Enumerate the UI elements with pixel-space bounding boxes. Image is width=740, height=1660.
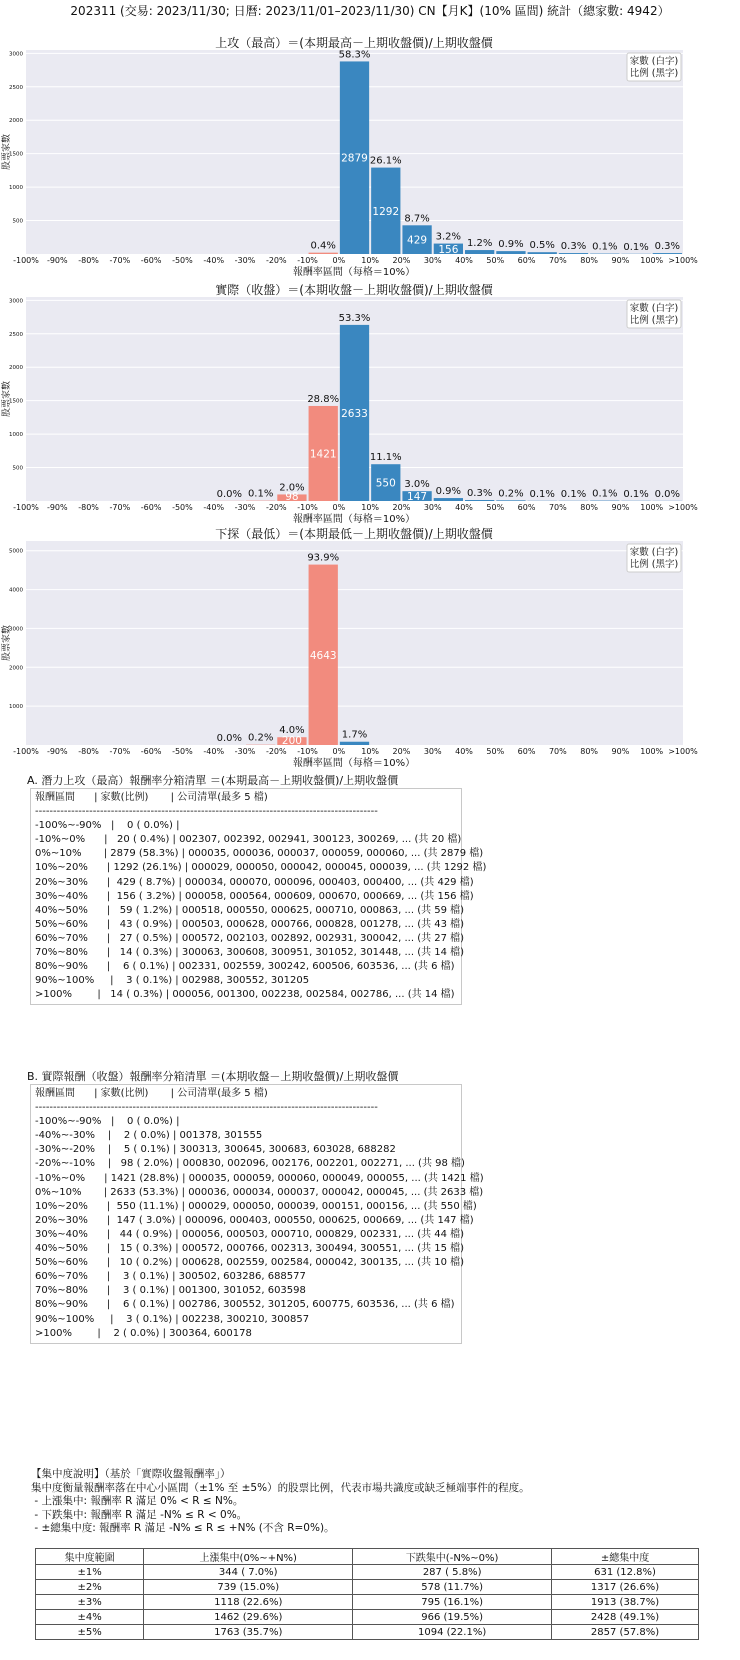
table-cell: 2857 (57.8%) (552, 1625, 699, 1640)
table-cell: 1763 (35.7%) (144, 1625, 353, 1640)
legend-entry: 比例 (黑字) (629, 559, 679, 570)
pct-label: 1.7% (341, 729, 368, 741)
list-line: 80%~90% | 6 ( 0.1%) | 002786, 300552, 301205, 600775, 603536, ... (共 6 檔) (35, 1299, 455, 1311)
table-cell: ±1% (36, 1565, 144, 1580)
concentration-table (35, 1548, 699, 1640)
x-tick-label: -60% (140, 747, 162, 756)
table-row (36, 1580, 699, 1595)
list-line: 10%~20% | 550 (11.1%) | 000029, 000050, 000039, 000151, 000156, ... (共 550 檔) (35, 1200, 477, 1212)
pct-label: 3.2% (435, 231, 462, 243)
list-line: 90%~100% | 3 ( 0.1%) | 002238, 300210, 300857 (35, 1313, 310, 1325)
x-tick-label: 30% (423, 256, 442, 265)
list-a-box (30, 788, 487, 1005)
x-tick-label: 20% (392, 747, 411, 756)
concentration-note-line: 【集中度說明】（基於「實際收盤報酬率」） (31, 1468, 231, 1480)
pct-label: 0.0% (216, 488, 243, 500)
y-tick-label: 500 (12, 465, 23, 472)
x-tick-label: -30% (234, 747, 256, 756)
list-line: 50%~60% | 43 ( 0.9%) | 000503, 000628, 000766, 000828, 001278, ... (共 43 檔) (35, 918, 465, 930)
x-tick-label: 10% (361, 747, 380, 756)
x-tick-label: -90% (46, 256, 68, 265)
x-tick-label: 100% (640, 503, 664, 512)
y-tick-label: 500 (12, 218, 23, 225)
legend-entry: 比例 (黑字) (629, 68, 679, 79)
x-tick-label: 80% (580, 747, 599, 756)
x-tick-label: -20% (265, 256, 287, 265)
x-tick-label: 90% (611, 256, 630, 265)
x-tick-label: 60% (517, 256, 536, 265)
concentration-notes (31, 1468, 711, 1536)
legend-box (627, 544, 681, 572)
list-line: -10%~0% | 1421 (28.8%) | 000035, 000059, 000060, 000049, 000055, ... (共 1421 檔) (35, 1172, 484, 1184)
pct-label: 26.1% (369, 155, 402, 167)
concentration-note-line: - ±總集中度: 報酬率 R 滿足 -N% ≤ R ≤ +N% (不含 R=0%)。 (31, 1522, 335, 1534)
x-tick-label: 30% (423, 747, 442, 756)
x-tick-label: 80% (580, 503, 599, 512)
y-tick-label: 1500 (9, 151, 23, 158)
count-label: 2633 (341, 407, 368, 420)
table-row (36, 1625, 699, 1640)
x-tick-label: 80% (580, 256, 599, 265)
bar (559, 253, 588, 254)
x-tick-label: 20% (392, 256, 411, 265)
count-label: 1421 (309, 448, 337, 461)
table-header-cell: ±總集中度 (552, 1549, 699, 1565)
bar (434, 498, 463, 501)
list-line: 20%~30% | 429 ( 8.7%) | 000034, 000070, 000096, 000403, 000400, ... (共 429 檔) (35, 876, 474, 888)
list-line: 30%~40% | 156 ( 3.2%) | 000058, 000564, 000609, 000670, 000669, ... (共 156 檔) (35, 890, 474, 902)
list-line: >100% | 2 ( 0.0%) | 300364, 600178 (35, 1327, 252, 1339)
list-line: 90%~100% | 3 ( 0.1%) | 002988, 300552, 301205 (35, 975, 310, 987)
x-tick-label: -40% (203, 256, 225, 265)
x-tick-label: -60% (140, 503, 162, 512)
list-line: 50%~60% | 10 ( 0.2%) | 000628, 002559, 002584, 000042, 300135, ... (共 10 檔) (35, 1257, 465, 1269)
pct-label: 53.3% (338, 312, 371, 324)
table-cell: ±2% (36, 1580, 144, 1595)
x-axis-label: 報酬率區間（每格＝10%） (292, 267, 416, 278)
table-cell: 344 ( 7.0%) (144, 1565, 353, 1580)
legend-entry: 家數 (白字) (629, 547, 679, 558)
x-tick-label: -10% (297, 256, 318, 265)
x-tick-label: 10% (361, 503, 380, 512)
count-label: 2879 (341, 152, 368, 165)
list-a-heading: A. 潛力上攻（最高）報酬率分箱清單 ＝(本期最高－上期收盤價)/上期收盤價 (27, 774, 399, 787)
list-line: 報酬區間 | 家數(比例) | 公司清單(最多 5 檔) (35, 1088, 268, 1099)
pct-label: 0.1% (560, 488, 587, 500)
list-line: 報酬區間 | 家數(比例) | 公司清單(最多 5 檔) (35, 792, 268, 803)
x-tick-label: 70% (548, 256, 567, 265)
list-line: -100%~-90% | 0 ( 0.0%) | (35, 820, 180, 832)
list-line: 0%~10% | 2879 (58.3%) | 000035, 000036, 000037, 000059, 000060, ... (共 2879 檔) (35, 848, 484, 860)
x-tick-label: -40% (203, 747, 225, 756)
legend-box (627, 300, 681, 328)
pct-label: 0.3% (654, 241, 681, 253)
x-tick-label: 70% (548, 747, 567, 756)
list-line: -10%~0% | 20 ( 0.4%) | 002307, 002392, 002941, 300123, 300269, ... (共 20 檔) (35, 834, 462, 846)
x-tick-label: -30% (234, 503, 256, 512)
table-cell: 739 (15.0%) (144, 1580, 353, 1595)
concentration-note-line: 集中度衡量報酬率落在中心小區間（±1% 至 ±5%）的股票比例，代表市場共識度或缺乏極端事件的程度。 (31, 1481, 530, 1494)
pct-label: 0.1% (529, 488, 555, 500)
count-label: 550 (375, 477, 396, 490)
pct-label: 0.9% (498, 239, 524, 251)
pct-label: 93.9% (307, 552, 340, 564)
table-row (36, 1565, 699, 1580)
pct-label: 8.7% (404, 213, 430, 225)
table-cell: ±3% (36, 1595, 144, 1610)
chart-title: 實際（收盤）＝(本期收盤－上期收盤價)/上期收盤價 (215, 283, 493, 297)
x-tick-label: -100% (13, 503, 39, 512)
x-axis-label: 報酬率區間（每格＝10%） (292, 514, 416, 525)
table-cell: 2428 (49.1%) (552, 1610, 699, 1625)
pct-label: 0.3% (560, 241, 587, 253)
x-tick-label: >100% (668, 503, 698, 512)
x-tick-label: 100% (640, 256, 664, 265)
x-tick-label: 30% (423, 503, 442, 512)
x-tick-label: -10% (297, 503, 318, 512)
table-row (36, 1610, 699, 1625)
upside-chart (0, 36, 740, 298)
table-cell: 1094 (22.1%) (353, 1625, 552, 1640)
x-tick-label: -20% (265, 503, 287, 512)
x-tick-label: 70% (548, 503, 567, 512)
pct-label: 58.3% (338, 49, 371, 61)
y-tick-label: 3000 (9, 51, 23, 58)
x-tick-label: 100% (640, 747, 664, 756)
list-line: >100% | 14 ( 0.3%) | 000056, 001300, 002238, 002584, 002786, ... (共 14 檔) (35, 989, 455, 1001)
x-tick-label: 50% (486, 503, 505, 512)
bar (653, 253, 682, 254)
list-line: -100%~-90% | 0 ( 0.0%) | (35, 1116, 180, 1128)
pct-label: 0.1% (623, 488, 649, 500)
y-tick-label: 1500 (9, 398, 23, 405)
bar (496, 500, 525, 501)
plot-area (26, 541, 683, 745)
pct-label: 0.1% (247, 488, 274, 500)
x-tick-label: -80% (78, 747, 99, 756)
pct-label: 0.0% (654, 488, 681, 500)
y-axis-label: 股票家數 (2, 624, 12, 662)
table-header-cell: 集中度範圍 (36, 1549, 144, 1565)
list-line: -30%~-20% | 5 ( 0.1%) | 300313, 300645, 300683, 603028, 688282 (35, 1144, 396, 1156)
list-line: 70%~80% | 3 ( 0.1%) | 001300, 301052, 603598 (35, 1285, 306, 1297)
count-label: 4643 (309, 649, 337, 662)
y-tick-label: 2000 (9, 665, 23, 672)
table-cell: 1913 (38.7%) (552, 1595, 699, 1610)
pct-label: 11.1% (369, 452, 402, 464)
y-axis-label: 股票家數 (2, 133, 12, 171)
list-line: 30%~40% | 44 ( 0.9%) | 000056, 000503, 000710, 000829, 002331, ... (共 44 檔) (35, 1228, 465, 1240)
x-tick-label: -50% (172, 256, 193, 265)
list-line: 70%~80% | 14 ( 0.3%) | 300063, 300608, 300951, 301052, 301448, ... (共 14 檔) (35, 947, 465, 959)
pct-label: 0.2% (247, 732, 274, 744)
y-tick-label: 2000 (9, 118, 23, 125)
list-line: 0%~10% | 2633 (53.3%) | 000036, 000034, 000037, 000042, 000045, ... (共 2633 檔) (35, 1186, 484, 1198)
x-tick-label: 60% (517, 503, 536, 512)
bar (465, 500, 494, 501)
y-tick-label: 3000 (9, 626, 23, 633)
x-tick-label: 40% (455, 747, 473, 756)
bar (528, 252, 557, 254)
x-tick-label: -20% (265, 747, 287, 756)
pct-label: 1.2% (466, 238, 493, 250)
count-label: 429 (407, 234, 428, 247)
legend-entry: 比例 (黑字) (629, 315, 679, 326)
downside-chart (0, 527, 740, 789)
pct-label: 2.0% (279, 482, 305, 494)
x-tick-label: -80% (78, 256, 99, 265)
table-cell: 795 (16.1%) (353, 1595, 552, 1610)
x-tick-label: 20% (392, 503, 411, 512)
concentration-table-header (36, 1549, 699, 1565)
table-cell: 1317 (26.6%) (552, 1580, 699, 1595)
x-tick-label: 0% (332, 503, 346, 512)
pct-label: 0.1% (623, 241, 649, 253)
list-line: -40%~-30% | 2 ( 0.0%) | 001378, 301555 (35, 1130, 263, 1142)
x-tick-label: 90% (611, 747, 630, 756)
table-cell: 966 (19.5%) (353, 1610, 552, 1625)
bar (465, 250, 494, 254)
y-tick-label: 1000 (9, 432, 23, 439)
chart-title: 上攻（最高）＝(本期最高－上期收盤價)/上期收盤價 (215, 36, 493, 50)
x-tick-label: 40% (455, 256, 473, 265)
close-return-chart (0, 283, 740, 545)
pct-label: 0.4% (310, 240, 336, 252)
x-tick-label: -90% (46, 503, 68, 512)
x-tick-label: 60% (517, 747, 536, 756)
x-tick-label: -60% (140, 256, 162, 265)
pct-label: 0.3% (466, 487, 493, 499)
x-tick-label: -50% (172, 747, 193, 756)
concentration-note-line: - 上漲集中: 報酬率 R 滿足 0% < R ≤ N%。 (31, 1495, 244, 1507)
y-axis-label: 股票家數 (2, 380, 12, 418)
x-tick-label: -10% (297, 747, 318, 756)
pct-label: 4.0% (279, 725, 305, 737)
list-b-heading: B. 實際報酬（收盤）報酬率分箱清單 ＝(本期收盤－上期收盤價)/上期收盤價 (27, 1070, 399, 1083)
table-header-cell: 上漲集中(0%~+N%) (144, 1549, 353, 1565)
chart-title: 下探（最低）＝(本期最低－上期收盤價)/上期收盤價 (215, 527, 493, 541)
x-tick-label: >100% (668, 747, 698, 756)
y-tick-label: 1000 (9, 185, 23, 192)
x-tick-label: 0% (332, 747, 346, 756)
pct-label: 0.1% (592, 488, 618, 500)
y-tick-label: 3000 (9, 298, 23, 305)
x-tick-label: 50% (486, 747, 505, 756)
count-label: 156 (438, 244, 459, 256)
x-tick-label: 90% (611, 503, 630, 512)
legend-entry: 家數 (白字) (629, 56, 679, 67)
table-cell: ±5% (36, 1625, 144, 1640)
list-line: 60%~70% | 3 ( 0.1%) | 300502, 603286, 688577 (35, 1271, 306, 1283)
bar (340, 742, 369, 745)
pct-label: 0.1% (592, 241, 618, 253)
pct-label: 0.2% (498, 488, 524, 500)
x-tick-label: 0% (332, 256, 346, 265)
x-tick-label: -30% (234, 256, 256, 265)
list-line: 80%~90% | 6 ( 0.1%) | 002331, 002559, 300242, 600506, 603536, ... (共 6 檔) (35, 961, 455, 973)
table-cell: 1118 (22.6%) (144, 1595, 353, 1610)
pct-label: 0.0% (216, 733, 243, 744)
table-header-cell: 下跌集中(-N%~0%) (353, 1549, 552, 1565)
x-tick-label: -50% (172, 503, 193, 512)
y-tick-label: 2500 (9, 331, 23, 338)
x-tick-label: -70% (109, 256, 131, 265)
list-line: ----------------------------------------------------------------------------------------------- (35, 1102, 378, 1114)
pct-label: 0.5% (529, 240, 555, 252)
table-cell: 631 (12.8%) (552, 1565, 699, 1580)
page-title: 202311 (交易: 2023/11/30; 日曆: 2023/11/01–2023/11/30) CN【月K】(10% 區間) 統計（總家數: 4942） (70, 4, 670, 18)
pct-label: 3.0% (404, 479, 430, 491)
y-tick-label: 2500 (9, 84, 23, 91)
count-label: 98 (285, 491, 299, 503)
x-tick-label: -100% (13, 256, 39, 265)
count-label: 1292 (372, 205, 400, 218)
x-tick-label: 10% (361, 256, 380, 265)
list-line: ----------------------------------------------------------------------------------------------- (35, 806, 378, 818)
table-cell: 287 ( 5.8%) (353, 1565, 552, 1580)
count-label: 147 (407, 491, 428, 503)
x-tick-label: -90% (46, 747, 68, 756)
list-line: 40%~50% | 15 ( 0.3%) | 000572, 000766, 002313, 300494, 300551, ... (共 15 檔) (35, 1243, 465, 1255)
list-b-box (30, 1084, 484, 1344)
pct-label: 0.9% (435, 486, 462, 498)
x-tick-label: 40% (455, 503, 473, 512)
table-cell: 1462 (29.6%) (144, 1610, 353, 1625)
x-tick-label: -40% (203, 503, 225, 512)
bar (496, 251, 525, 254)
x-tick-label: -80% (78, 503, 99, 512)
x-axis-label: 報酬率區間（每格＝10%） (292, 758, 416, 769)
y-tick-label: 1000 (9, 704, 23, 711)
x-tick-label: -100% (13, 747, 39, 756)
x-tick-label: >100% (668, 256, 698, 265)
table-cell: ±4% (36, 1610, 144, 1625)
list-line: 40%~50% | 59 ( 1.2%) | 000518, 000550, 000625, 000710, 000863, ... (共 59 檔) (35, 904, 465, 916)
y-tick-label: 4000 (9, 587, 23, 594)
table-cell: 578 (11.7%) (353, 1580, 552, 1595)
legend-box (627, 53, 681, 81)
x-tick-label: 50% (486, 256, 505, 265)
list-line: 60%~70% | 27 ( 0.5%) | 000572, 002103, 002892, 002931, 300042, ... (共 27 檔) (35, 932, 465, 944)
x-tick-label: -70% (109, 503, 131, 512)
y-tick-label: 2000 (9, 365, 23, 372)
pct-label: 28.8% (307, 393, 340, 405)
list-line: 10%~20% | 1292 (26.1%) | 000029, 000050, 000042, 000045, 000039, ... (共 1292 檔) (35, 862, 487, 874)
bar (309, 253, 338, 254)
legend-entry: 家數 (白字) (629, 303, 679, 314)
count-label: 200 (281, 735, 302, 747)
list-line: -20%~-10% | 98 ( 2.0%) | 000830, 002096, 002176, 002201, 002271, ... (共 98 檔) (35, 1158, 465, 1170)
list-line: 20%~30% | 147 ( 3.0%) | 000096, 000403, 000550, 000625, 000669, ... (共 147 檔) (35, 1214, 474, 1226)
y-tick-label: 5000 (9, 548, 23, 555)
table-row (36, 1595, 699, 1610)
concentration-note-line: - 下跌集中: 報酬率 R 滿足 -N% ≤ R < 0%。 (31, 1508, 248, 1521)
x-tick-label: -70% (109, 747, 131, 756)
